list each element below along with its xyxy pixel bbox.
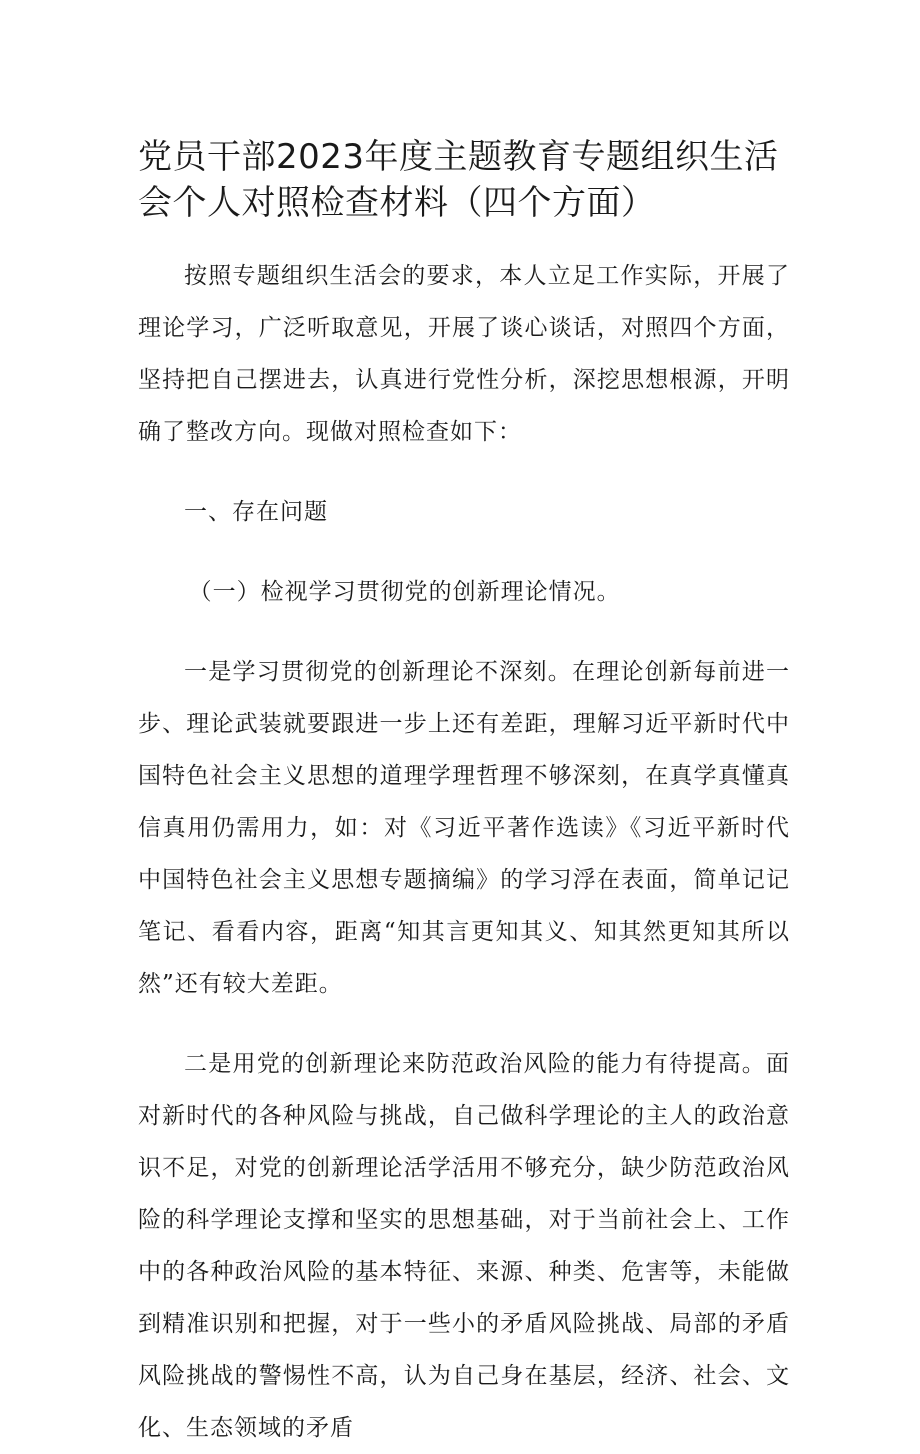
title-line-1: 党员干部2023年度主题教育专题组织生活 xyxy=(138,137,779,177)
title-line-2: 会个人对照检查材料（四个方面） xyxy=(138,183,656,223)
body-paragraph-1: 一是学习贯彻党的创新理论不深刻。在理论创新每前进一步、理论武装就要跟进一步上还有差距，理解习近平新时代中国特色社会主义思想的道理学理哲理不够深刻，在真学真懂真信真用仍需用力，如：对《习近平著作选读》《习近平新时代中国特色社会主义思想专题摘编》的学习浮在表面，简单记记笔记、看看内容，距离“知其言更知其义、知其然更知其所以然”还有较大差距。 xyxy=(138,659,790,997)
subsection-heading: （一）检视学习贯彻党的创新理论情况。 xyxy=(188,579,621,605)
document-title xyxy=(138,134,798,226)
document-body xyxy=(138,250,790,1454)
body-paragraph-2: 二是用党的创新理论来防范政治风险的能力有待提高。面对新时代的各种风险与挑战，自己做科学理论的主人的政治意识不足，对党的创新理论活学活用不够充分，缺少防范政治风险的科学理论支撑和坚实的思想基础，对于当前社会上、工作中的各种政治风险的基本特征、来源、种类、危害等，未能做到精准识别和把握，对于一些小的矛盾风险挑战、局部的矛盾风险挑战的警惕性不高，认为自己身在基层，经济、社会、文化、生态领域的矛盾 xyxy=(138,1051,790,1441)
intro-paragraph: 按照专题组织生活会的要求，本人立足工作实际，开展了理论学习，广泛听取意见，开展了谈心谈话，对照四个方面，坚持把自己摆进去，认真进行党性分析，深挖思想根源，开明确了整改方向。现做对照检查如下： xyxy=(138,263,790,445)
section-heading: 一、存在问题 xyxy=(184,499,328,525)
